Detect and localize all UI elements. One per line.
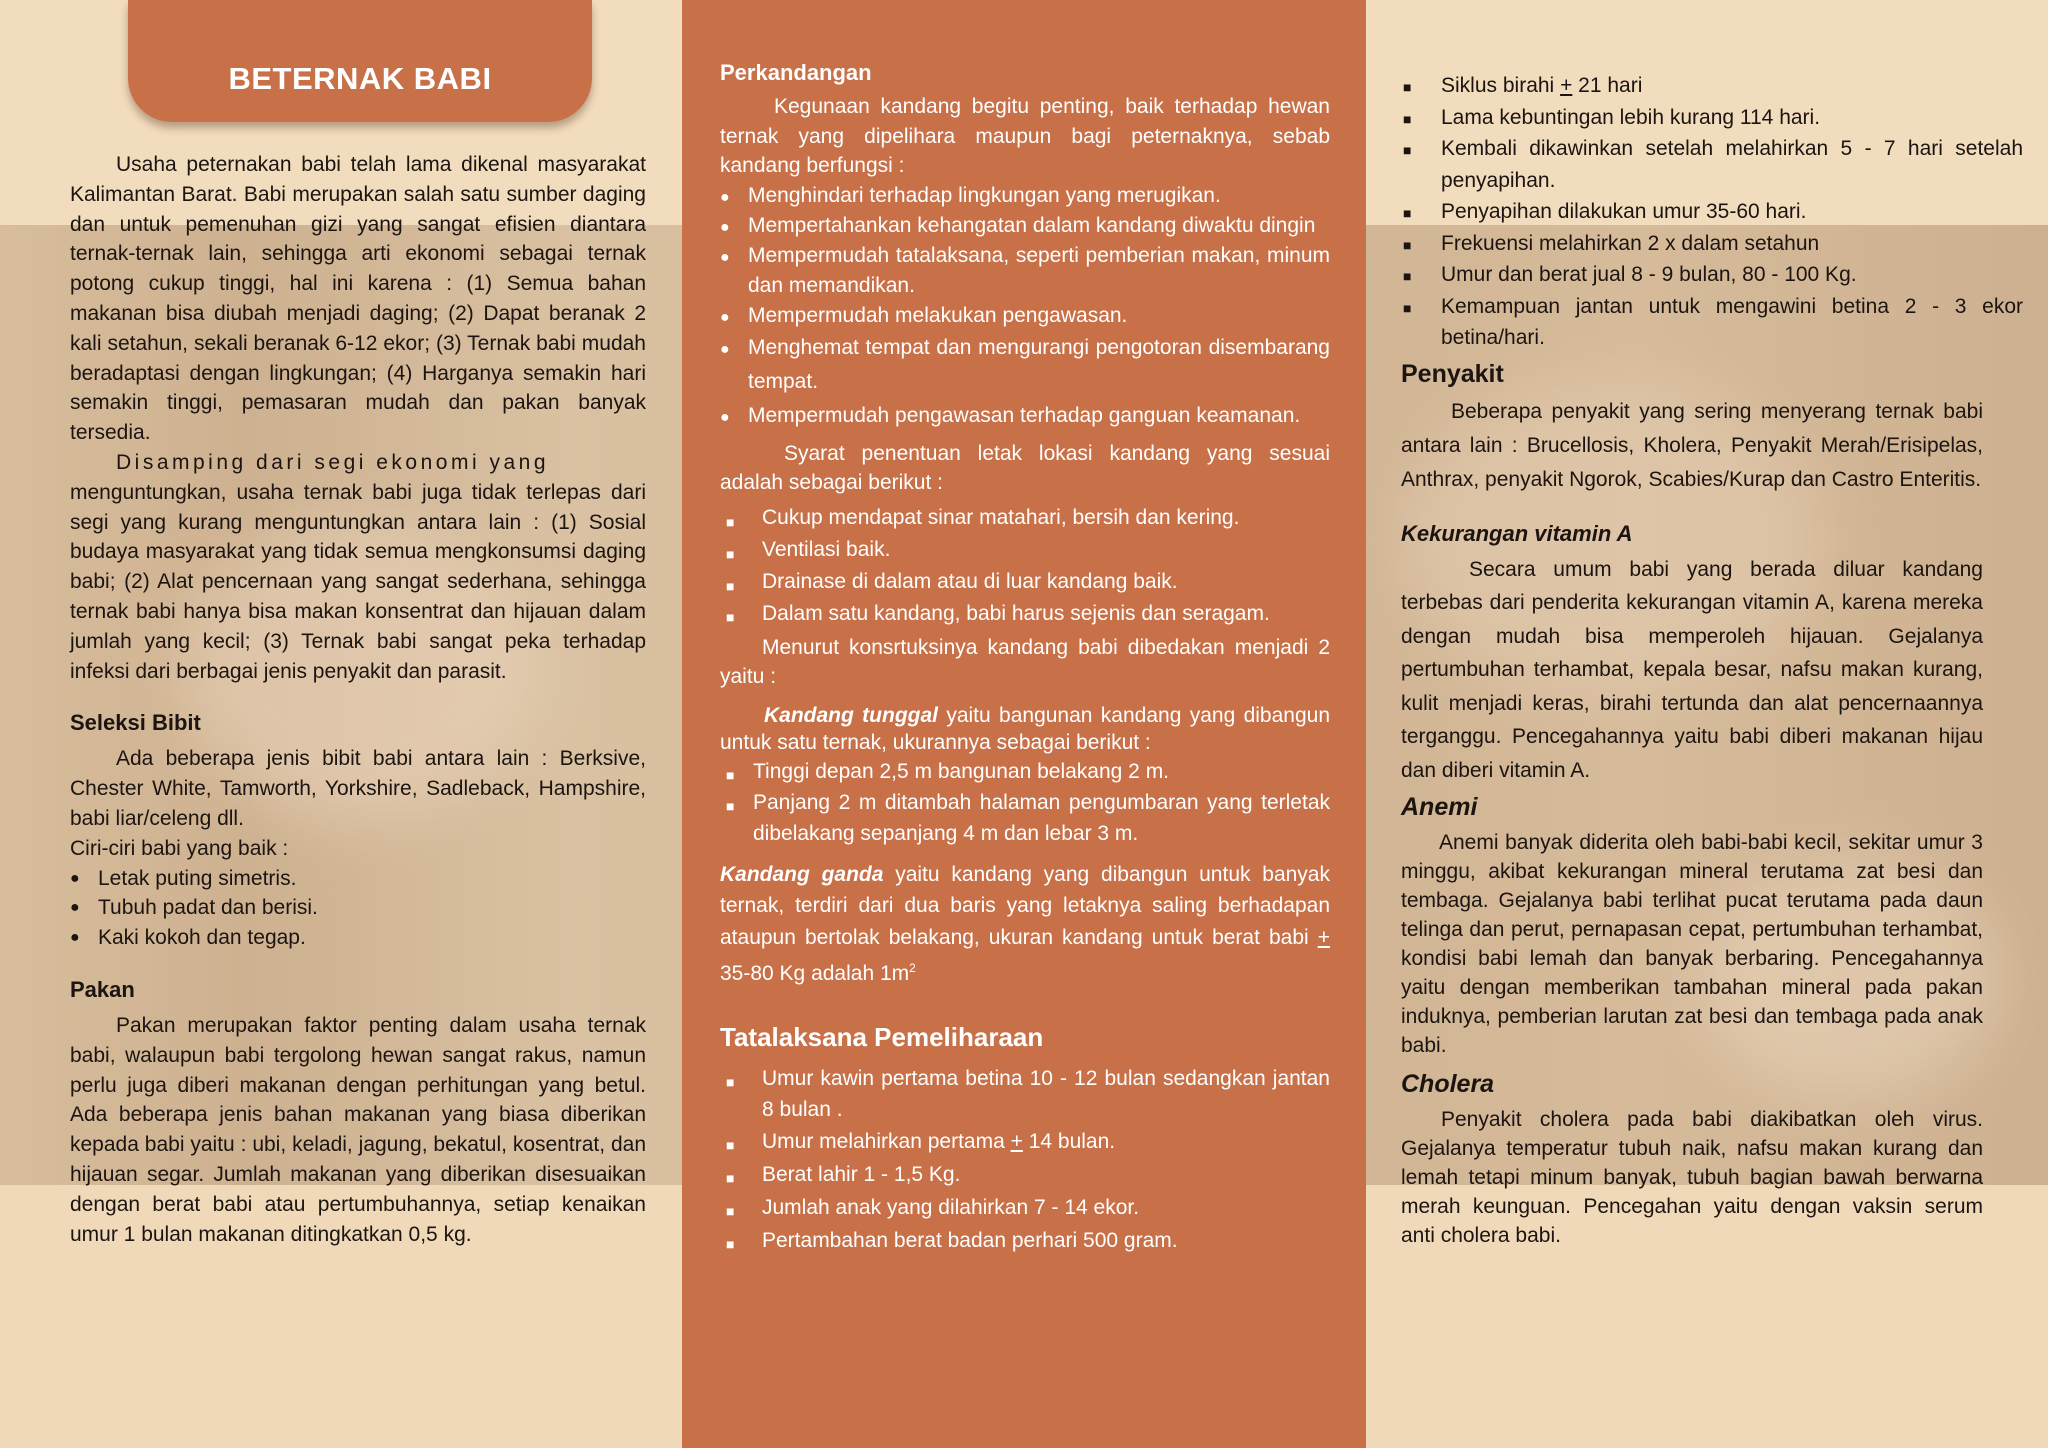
list-item: ● Menghemat tempat dan mengurangi pengotoran disembarang tempat. xyxy=(720,331,1330,399)
perkandangan-paragraph: Kegunaan kandang begitu penting, baik terhadap hewan ternak yang dipelihara maupun bagi peternaknya, sebab kandang berfungsi : xyxy=(720,95,1330,177)
konstruksi-paragraph: Menurut konsrtuksinya kandang babi dibedakan menjadi 2 yaitu : xyxy=(720,635,1330,688)
reproduksi-list xyxy=(1401,70,2048,354)
middle-column xyxy=(682,0,1366,1448)
intro-paragraph-2-first-line: Disamping dari segi ekonomi yang xyxy=(116,450,549,474)
list-item: ■ Dalam satu kandang, babi harus sejenis dan seragam. xyxy=(720,598,1330,629)
siklus-value: 21 hari xyxy=(1572,74,1643,97)
list-item: ■ Umur dan berat jual 8 - 9 bulan, 80 - 100 Kg. xyxy=(1401,259,2023,291)
kandang-tunggal-text: yaitu bangunan kandang yang dibangun untuk satu ternak, ukurannya sebagai berikut : xyxy=(720,703,1330,754)
ciri-label: Ciri-ciri babi yang baik : xyxy=(70,836,289,860)
kandang-ganda-paragraph xyxy=(720,859,1330,990)
pakan-paragraph: Pakan merupakan faktor penting dalam usaha ternak babi, walaupun babi tergolong hewan sangat rakus, namun perlu juga diberi makanan dengan perhitungan yang betul. Ada beberapa jenis bahan makanan yang biasa diberikan kepada babi yaitu : ubi, keladi, jagung, bekatul, kosentrat, dan hijauan segar. Jumlah makanan yang diberikan disesuaikan dengan berat babi atau pertumbuhannya, setiap kenaikan umur 1 bulan makanan ditingkatkan 0,5 kg. xyxy=(70,1013,646,1246)
pakan-heading: Pakan xyxy=(70,976,135,1002)
vitamin-a-heading: Kekurangan vitamin A xyxy=(1401,520,1633,546)
tatalaksana-list xyxy=(720,1063,1330,1257)
kandang-ganda-label: Kandang ganda xyxy=(720,862,884,886)
kandang-tunggal-label: Kandang tunggal xyxy=(764,703,938,727)
plus-minus-sign: + xyxy=(1317,925,1330,949)
anemi-heading: Anemi xyxy=(1401,793,1478,821)
syarat-list xyxy=(720,502,1330,629)
list-item: ● Tubuh padat dan berisi. xyxy=(70,893,674,923)
fungsi-list xyxy=(720,181,1330,433)
list-item: ■ Jumlah anak yang dilahirkan 7 - 14 ekor. xyxy=(720,1191,1330,1224)
cholera-heading: Cholera xyxy=(1401,1070,1495,1098)
list-item: ■ Berat lahir 1 - 1,5 Kg. xyxy=(720,1158,1330,1191)
plus-minus-sign: + xyxy=(1010,1129,1023,1153)
list-item: ■ Panjang 2 m ditambah halaman pengumbaran yang terletak dibelakang sepanjang 4 m dan lebar 3 m. xyxy=(720,787,1330,849)
seleksi-heading: Seleksi Bibit xyxy=(70,710,201,736)
list-item: ■ Tinggi depan 2,5 m bangunan belakang 2 m. xyxy=(720,756,1330,787)
syarat-paragraph: Syarat penentuan letak lokasi kandang yang sesuai adalah sebagai berikut : xyxy=(720,441,1330,494)
tata-item-2-text: Umur melahirkan pertama xyxy=(762,1129,1011,1153)
list-item: ■ Kemampuan jantan untuk mengawini betina 2 - 3 ekor betina/hari. xyxy=(1401,291,2023,354)
list-item: ■ Pertambahan berat badan perhari 500 gram. xyxy=(720,1224,1330,1257)
list-item: ● Mempermudah melakukan pengawasan. xyxy=(720,301,1330,331)
cholera-block xyxy=(1401,1105,2048,1250)
kandang-ganda-size: 35-80 Kg adalah 1m xyxy=(720,962,910,985)
seleksi-paragraph: Ada beberapa jenis bibit babi antara lain : Berksive, Chester White, Tamworth, Yorkshire, Sadleback, Hampshire, babi liar/celeng dll. xyxy=(70,747,646,830)
list-item: ■ Ventilasi baik. xyxy=(720,534,1330,566)
list-item xyxy=(720,1125,1330,1158)
list-item: ■ Penyapihan dilakukan umur 35-60 hari. xyxy=(1401,196,2023,228)
ciri-list xyxy=(70,864,682,953)
list-item: ■ Frekuensi melahirkan 2 x dalam setahun xyxy=(1401,228,2023,260)
cholera-paragraph: Penyakit cholera pada babi diakibatkan oleh virus. Gejalanya temperatur tubuh naik, nafsu makan kurang dan lemah tetapi minum banyak, tubuh bagian bawah berwarna merah keunguan. Pencegahan yaitu dengan vaksin serum anti cholera babi. xyxy=(1401,1108,1983,1247)
vitamin-a-paragraph: Secara umum babi yang berada diluar kandang terbebas dari penderita kekurangan vitamin A, karena mereka dengan mudah bisa memperoleh hijauan. Gejalanya pertumbuhan terhambat, kepala besar, nafsu makan kurang, kulit menjadi keras, birahi tertunda dan alat pencernaannya terganggu. Pencegahannya yaitu babi diberi makanan hijau dan diberi vitamin A. xyxy=(1401,557,1983,782)
kandang-ganda-text: yaitu kandang yang dibangun untuk banyak ternak, terdiri dari dua baris yang letaknya saling berhadapan ataupun bertolak belakang, ukuran kandang untuk berat babi xyxy=(720,862,1330,949)
anemi-block xyxy=(1401,828,2048,1060)
superscript-2: 2 xyxy=(909,961,916,975)
list-item: ● Mempertahankan kehangatan dalam kandang diwaktu dingin xyxy=(720,211,1330,241)
intro-paragraph-1: Usaha peternakan babi telah lama dikenal masyarakat Kalimantan Barat. Babi merupakan salah satu sumber daging dan untuk pemenuhan gizi yang sangat efisien diantara ternak-ternak lain, sehingga arti ekonomi sebagai ternak potong cukup tinggi, hal ini karena : (1) Semua bahan makanan bisa diubah menjadi daging; (2) Dapat beranak 2 kali setahun, sekali beranak 6-12 ekor; (3) Ternak babi mudah beradaptasi dengan lingkungan; (4) Harganya semakin hari semakin tinggi, pemasaran mudah dan pakan banyak tersedia. xyxy=(70,153,646,445)
list-item: ■ Umur kawin pertama betina 10 - 12 bulan sedangkan jantan 8 bulan . xyxy=(720,1063,1330,1125)
list-item: ■ Kembali dikawinkan setelah melahirkan 5 - 7 hari setelah penyapihan. xyxy=(1401,133,2023,196)
penyakit-heading: Penyakit xyxy=(1401,359,1504,388)
list-item xyxy=(1401,70,2023,102)
tatalaksana-heading: Tatalaksana Pemeliharaan xyxy=(720,1021,1044,1052)
penyakit-paragraph: Beberapa penyakit yang sering menyerang ternak babi antara lain : Brucellosis, Kholera, Penyakit Merah/Erisipelas, Anthrax, penyakit Ngorok, Scabies/Kurap dan Castro Enteritis. xyxy=(1401,399,1983,491)
list-item: ● Kaki kokoh dan tegap. xyxy=(70,923,674,953)
list-item: ■ Drainase di dalam atau di luar kandang baik. xyxy=(720,566,1330,598)
list-item: ■ Cukup mendapat sinar matahari, bersih dan kering. xyxy=(720,502,1330,534)
plus-minus-sign: + xyxy=(1560,74,1573,97)
list-item: ■ Lama kebuntingan lebih kurang 114 hari. xyxy=(1401,102,2023,134)
list-item: ● Mempermudah tatalaksana, seperti pemberian makan, minum dan memandikan. xyxy=(720,241,1330,301)
siklus-text: Siklus birahi xyxy=(1441,74,1561,97)
list-item: ● Menghindari terhadap lingkungan yang merugikan. xyxy=(720,181,1330,211)
tunggal-list xyxy=(720,756,1330,849)
list-item: ● Mempermudah pengawasan terhadap ganguan keamanan. xyxy=(720,399,1330,433)
intro-paragraph-2: menguntungkan, usaha ternak babi juga tidak terlepas dari segi yang kurang menguntungkan antara lain : (1) Sosial budaya masyarakat yang tidak semua mengkonsumsi daging babi; (2) Alat pencernaan yang sangat sederhana, sehingga ternak babi hanya bisa makan konsentrat dan hijauan dalam jumlah yang kecil; (3) Ternak babi sangat peka terhadap infeksi dari berbagai jenis penyakit dan parasit. xyxy=(70,480,646,683)
page-title: BETERNAK BABI xyxy=(228,61,492,96)
kandang-tunggal-paragraph xyxy=(720,702,1330,756)
tata-item-2-value: 14 bulan. xyxy=(1022,1129,1116,1153)
right-column xyxy=(1366,0,2048,1448)
title-tab xyxy=(128,0,592,122)
list-item: ● Letak puting simetris. xyxy=(70,864,674,894)
perkandangan-heading: Perkandangan xyxy=(720,60,872,85)
left-column xyxy=(0,0,682,1448)
anemi-paragraph: Anemi banyak diderita oleh babi-babi kecil, sekitar umur 3 minggu, akibat kekurangan mineral terutama zat besi dan tembaga. Gejalanya babi terlihat pucat terutama pada daun telinga dan perut, pernapasan cepat, pertumbuhan terhambat, kondisi babi lemah dan banyak berbaring. Pencegahannya yaitu dengan memberikan tambahan mineral pada pakan induknya, pemberian larutan zat besi dan tembaga pada anak babi. xyxy=(1401,831,1983,1057)
